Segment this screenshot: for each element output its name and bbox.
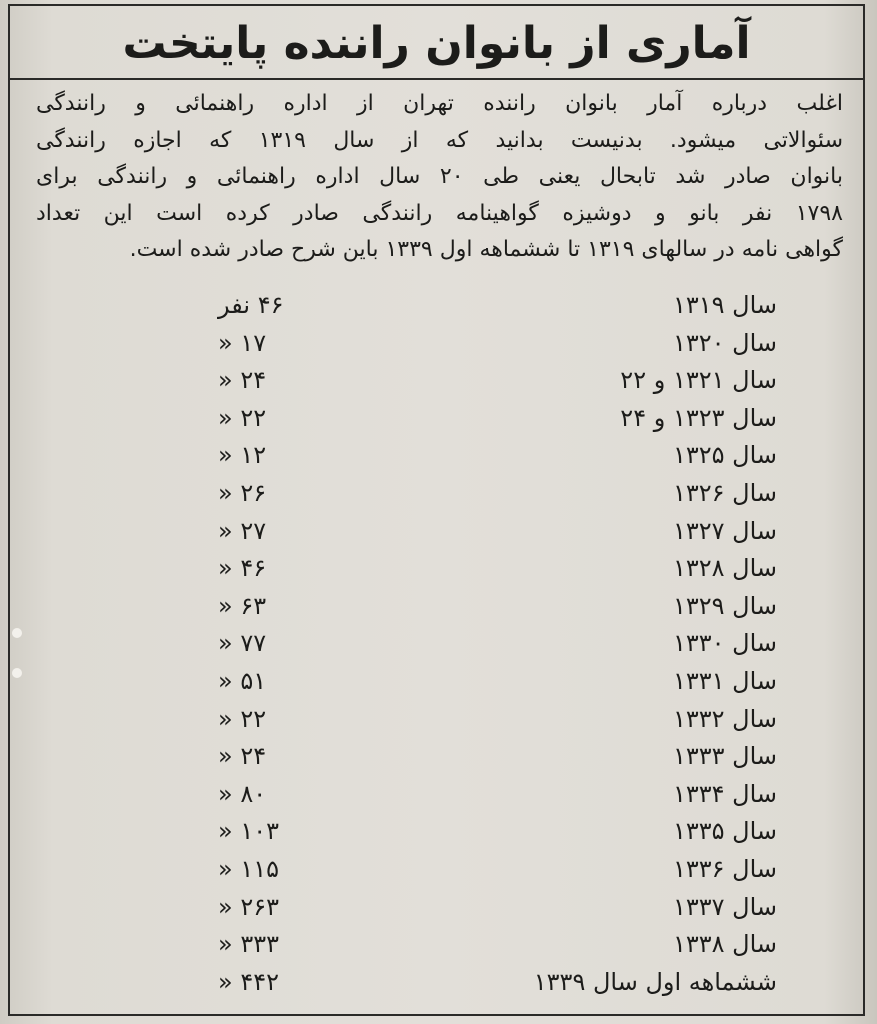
license-stats-table xyxy=(10,287,863,1001)
stats-count: ۳۳۳ « xyxy=(218,930,279,959)
stats-year: سال ۱۳۲۰ xyxy=(672,328,777,357)
stats-count: ۵۱ « xyxy=(218,666,267,695)
paragraph-line: بانوان صادر شد تابحال یعنی طی ۲۰ سال اداره راهنمائی و رانندگی برای xyxy=(36,164,843,189)
stats-row xyxy=(10,437,863,475)
stats-count: ۴۴۲ « xyxy=(218,967,279,996)
stats-count: ۱۱۵ « xyxy=(218,854,279,883)
stats-count: ۸۰ « xyxy=(218,779,267,808)
stats-year: سال ۱۳۱۹ xyxy=(672,291,777,319)
stats-row xyxy=(10,362,863,400)
article-title: آماری از بانوان راننده پایتخت xyxy=(122,18,751,69)
paragraph-line: اغلب درباره آمار بانوان راننده تهران از اداره راهنمائی و رانندگی xyxy=(36,91,843,116)
stats-row xyxy=(10,813,863,851)
article-box xyxy=(8,4,865,1016)
stats-row xyxy=(10,400,863,438)
stats-year: سال ۱۳۲۵ xyxy=(672,441,777,470)
stats-year: سال ۱۳۳۸ xyxy=(672,930,777,959)
stats-row xyxy=(10,325,863,363)
stats-row xyxy=(10,287,863,325)
stats-count: ۴۶ « xyxy=(218,554,267,583)
paragraph-line: ۱۷۹۸ نفر بانو و دوشیزه گواهینامه رانندگی صادر کرده است این تعداد xyxy=(36,200,843,226)
stats-year: سال ۱۳۳۰ xyxy=(672,629,777,658)
stats-row xyxy=(10,475,863,513)
stats-row xyxy=(10,550,863,588)
stats-year: سال ۱۳۳۳ xyxy=(672,742,777,771)
stats-count: ۱۷ « xyxy=(218,328,267,357)
stats-count: ۱۰۳ « xyxy=(218,817,279,846)
stats-year: ششماهه اول سال ۱۳۳۹ xyxy=(533,967,777,996)
stats-year: سال ۱۳۲۷ xyxy=(672,516,777,545)
stats-count: ۲۶ « xyxy=(218,478,267,507)
title-divider xyxy=(10,78,863,80)
stats-year: سال ۱۳۲۶ xyxy=(672,478,777,507)
stats-year: سال ۱۳۲۱ و ۲۲ xyxy=(620,366,777,395)
stats-year: سال ۱۳۳۷ xyxy=(672,892,777,921)
stats-year: سال ۱۳۳۲ xyxy=(672,704,777,733)
stats-count: ۱۲ « xyxy=(218,441,267,470)
stats-count: ۴۶ نفر xyxy=(218,291,284,319)
stats-year: سال ۱۳۳۴ xyxy=(672,779,777,808)
stats-row xyxy=(10,926,863,964)
stats-row xyxy=(10,889,863,927)
stats-row xyxy=(10,701,863,739)
stats-year: سال ۱۳۳۶ xyxy=(672,854,777,883)
paragraph-line: گواهی نامه در سالهای ۱۳۱۹ تا ششماهه اول ۱۳۳۹ باین شرح صادر شده است. xyxy=(129,237,843,262)
paragraph-line: سئوالاتی میشود. بدنیست بدانید که از سال ۱۳۱۹ که اجازه رانندگی xyxy=(36,127,844,153)
stats-count: ۲۲ « xyxy=(218,704,267,733)
stats-row xyxy=(10,625,863,663)
stats-count: ۲۲ « xyxy=(218,403,267,432)
article-paragraph xyxy=(36,86,843,269)
stats-year: سال ۱۳۳۱ xyxy=(672,666,777,695)
stats-year: سال ۱۳۲۹ xyxy=(672,591,777,620)
stats-count: ۲۶۳ « xyxy=(218,892,279,921)
stats-year: سال ۱۳۲۸ xyxy=(672,554,777,583)
stats-row xyxy=(10,663,863,701)
stats-year: سال ۱۳۲۳ و ۲۴ xyxy=(620,403,777,432)
stats-row xyxy=(10,776,863,814)
stats-row xyxy=(10,964,863,1002)
stats-row xyxy=(10,738,863,776)
stats-count: ۲۴ « xyxy=(218,742,267,771)
stats-count: ۲۷ « xyxy=(218,516,267,545)
stats-row xyxy=(10,588,863,626)
stats-count: ۷۷ « xyxy=(218,629,267,658)
stats-year: سال ۱۳۳۵ xyxy=(672,817,777,846)
stats-count: ۶۳ « xyxy=(218,591,267,620)
stats-row xyxy=(10,513,863,551)
stats-row xyxy=(10,851,863,889)
stats-count: ۲۴ « xyxy=(218,366,267,395)
